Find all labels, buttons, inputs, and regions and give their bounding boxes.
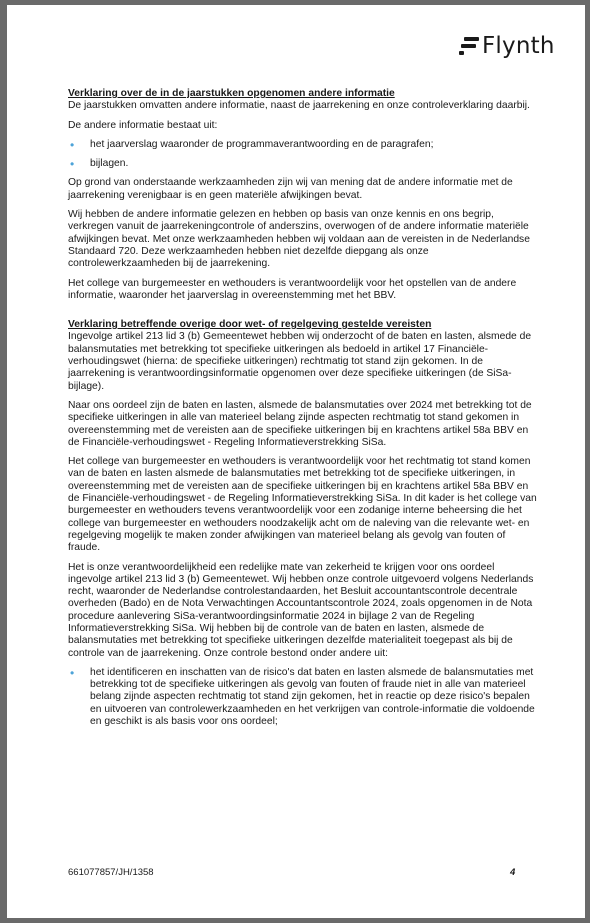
bullet-icon: • <box>70 665 75 680</box>
bullet-list <box>68 667 538 728</box>
paragraph: Naar ons oordeel zijn de baten en lasten, alsmede de balansmutaties over 2024 met betrekking tot de specifieke uitkeringen in alle van materieel belang zijnde aspecten rechtmatig tot stand gekomen in overeenstemming met de vereisten aan de specifieke uitkeringen bij en krachtens artikel 58a BBV en de Financiële-verhoudingswet - Regeling Informatieverstrekking SiSa. <box>68 399 532 448</box>
list-item-text: het jaarverslag waaronder de programmaverantwoording en de paragrafen; <box>90 138 434 150</box>
paragraph: Wij hebben de andere informatie gelezen en hebben op basis van onze kennis en ons begrip, verkregen vanuit de jaarrekeningcontrole of anderszins, overwogen of de andere informatie materiële afwijkingen bevat. Met onze werkzaamheden hebben wij voldaan aan de vereisten in de Nederlandse Standaard 720. Deze werkzaamheden hebben niet dezelfde diepgang als onze controlewerkzaamheden bij de jaarrekening. <box>68 209 530 270</box>
section-heading-legal-requirements: Verklaring betreffende overige door wet- of regelgeving gestelde vereisten <box>68 319 432 331</box>
paragraph: Het college van burgemeester en wethouders is verantwoordelijk voor het opstellen van de andere informatie, waaronder het jaarverslag in overeenstemming met het BBV. <box>68 277 517 301</box>
paragraph: De jaarstukken omvatten andere informatie, naast de jaarrekening en onze controleverklaring daarbij. <box>68 100 530 112</box>
brand-logo <box>459 33 555 59</box>
bullet-list <box>68 139 538 171</box>
page-number: 4 <box>510 867 516 878</box>
flynth-logo-icon <box>459 35 479 57</box>
paragraph: Op grond van onderstaande werkzaamheden zijn wij van mening dat de andere informatie met de jaarrekening verenigbaar is en geen materiële afwijkingen bevat. <box>68 177 513 201</box>
list-item <box>68 158 538 170</box>
bullet-icon: • <box>70 157 75 172</box>
bullet-icon: • <box>70 137 75 152</box>
paragraph: Ingevolge artikel 213 lid 3 (b) Gemeentewet hebben wij onderzocht of de baten en lasten, alsmede de balansmutaties met betrekking tot specifieke uitkeringen als bedoeld in artikel 17 Financiële-verhoudingswet (hierna: de specifieke uitkeringen) rechtmatig tot stand zijn gekomen. In de jaarrekening is verantwoordingsinformatie opgenomen over deze specifieke uitkeringen (de SiSa-bijlage). <box>68 331 532 392</box>
paragraph: Het is onze verantwoordelijkheid een redelijke mate van zekerheid te krijgen voor ons oordeel ingevolge artikel 213 lid 3 (b) Gemeentewet. Wij hebben onze controle uitgevoerd volgens Nederlands recht, waaronder de Nederlandse controlestandaarden, het Besluit accountantscontrole decentrale overheden (Bado) en de Nota Verwachtingen Accountantscontrole 2024, zoals opgenomen in de Nota procedure aanlevering SiSa-verantwoordingsinformatie 2024 in bijlage 2 van de Regeling Informatieverstrekking SiSa. Wij hebben bij de controle van de baten en lasten, alsmede de balansmutaties met betrekking tot specifieke uitkeringen dezelfde materialiteit toegepast als bij de controle van de jaarrekening. Onze controle bestond onder andere uit: <box>68 561 534 659</box>
list-item <box>68 667 538 728</box>
paragraph: Het college van burgemeester en wethouders is verantwoordelijk voor het rechtmatig tot stand komen van de baten en lasten alsmede de balansmutaties met betrekking tot de specifieke uitkeringen, in overeenstemming met de vereisten aan de specifieke uitkeringen bij en krachtens artikel 58a BBV en de Financiële-verhoudingswet - de Regeling Informatieverstrekking SiSa. In dit kader is het college van burgemeester en wethouders tevens verantwoordelijk voor een zodanige interne beheersing die het college van burgemeester en wethouders noodzakelijk acht om de naleving van die relevante wet- en regelgeving mogelijk te maken zonder afwijkingen van materieel belang als gevolg van fouten of fraude. <box>68 456 537 554</box>
brand-name: Flynth <box>482 33 555 59</box>
document-body <box>68 88 538 735</box>
paragraph: De andere informatie bestaat uit: <box>68 119 218 131</box>
document-page <box>7 5 585 918</box>
section-heading-other-information: Verklaring over de in de jaarstukken opgenomen andere informatie <box>68 88 395 99</box>
list-item <box>68 139 538 151</box>
list-item-text: bijlagen. <box>90 158 129 170</box>
document-reference: 661077857/JH/1358 <box>68 867 154 878</box>
list-item-text: het identificeren en inschatten van de risico's dat baten en lasten alsmede de balansmutaties met betrekking tot de specifieke uitkeringen als gevolg van fouten of fraude niet in alle van materieel belang zijnde aspecten rechtmatig tot stand zijn gekomen, het in reactie op deze risico's bepalen en uitvoeren van controlewerkzaamheden en het verkrijgen van controle-informatie die voldoende en geschikt is als basis voor ons oordeel; <box>90 666 535 728</box>
